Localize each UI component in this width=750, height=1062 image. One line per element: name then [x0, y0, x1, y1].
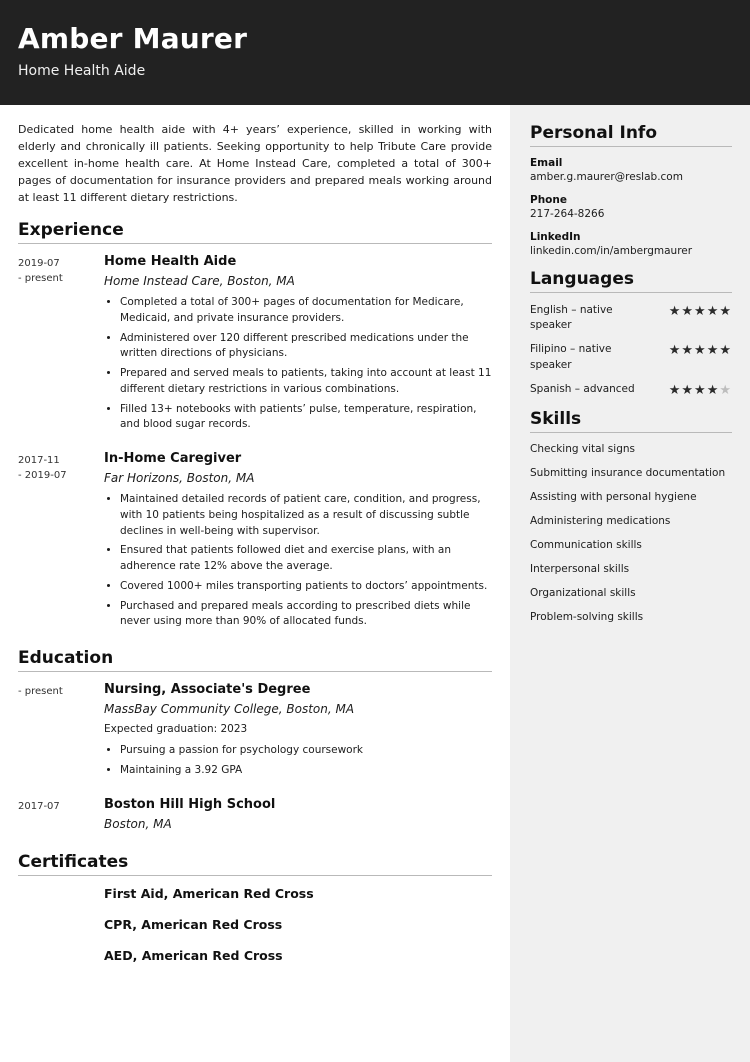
education-section	[18, 648, 492, 838]
personal-info-section	[530, 123, 732, 257]
entry-dates	[18, 451, 104, 634]
language-rating-stars	[669, 382, 732, 397]
education-section-title: Education	[18, 648, 114, 669]
education-entry	[18, 682, 492, 783]
sidebar-column	[510, 105, 750, 1062]
resume-header	[0, 0, 750, 105]
certificate-name: First Aid, American Red Cross	[104, 885, 314, 901]
language-row	[530, 342, 732, 372]
skill-item: Submitting insurance documentation	[530, 467, 726, 480]
language-name: English – native speaker	[530, 304, 613, 332]
languages-section	[530, 269, 732, 397]
entry-date-to: - present	[18, 686, 63, 698]
star-icon: ★	[668, 343, 682, 359]
bullet-item: • Covered 1000+ miles transporting patients to doctors’ appointments.	[120, 579, 492, 595]
experience-list	[18, 254, 492, 634]
section-divider	[18, 671, 492, 672]
contact-value[interactable]: amber.g.maurer@reslab.com	[530, 171, 683, 183]
language-name: Spanish – advanced	[530, 382, 635, 395]
certificate-spacer	[18, 917, 104, 932]
languages-list	[530, 303, 732, 397]
bullet-item: • Completed a total of 300+ pages of documentation for Medicare, Medicaid, and private insurance providers.	[120, 295, 492, 327]
entry-date-to: - 2019-07	[18, 470, 67, 482]
entry-dates	[18, 254, 104, 437]
entry-body	[104, 451, 492, 634]
bullet-item: • Administered over 120 different prescribed medications under the written directions of physicians.	[120, 331, 492, 363]
star-icon: ★	[706, 304, 720, 319]
experience-entry	[18, 254, 492, 437]
contact-value[interactable]: 217-264-8266	[530, 208, 605, 220]
experience-role: In-Home Caregiver	[104, 451, 242, 467]
certificate-name: AED, American Red Cross	[104, 947, 283, 963]
skill-item: Interpersonal skills	[530, 563, 630, 576]
entry-dates	[18, 797, 104, 838]
experience-bullet-list	[104, 492, 492, 630]
entry-date-from: 2017-07	[18, 800, 60, 812]
skill-item: Administering medications	[530, 515, 671, 528]
contact-block	[530, 231, 732, 257]
star-icon: ★	[694, 304, 707, 319]
experience-role: Home Health Aide	[104, 254, 237, 270]
entry-date-to: - present	[18, 273, 63, 285]
star-icon: ★	[706, 343, 720, 359]
language-rating-stars	[669, 303, 732, 318]
candidate-name: Amber Maurer	[18, 22, 248, 55]
skill-item: Problem-solving skills	[530, 611, 644, 624]
contact-label: Email	[530, 157, 563, 169]
bullet-item: • Prepared and served meals to patients, taking into account at least 11 different dietary restrictions in various combinations.	[120, 366, 492, 398]
section-divider	[18, 875, 492, 876]
education-bullet-list	[104, 743, 492, 779]
certificate-name: CPR, American Red Cross	[104, 916, 283, 932]
entry-date-from: 2017-11	[18, 455, 60, 467]
education-role: Nursing, Associate's Degree	[104, 682, 311, 698]
skills-section	[530, 409, 732, 623]
star-icon: ★	[694, 382, 707, 398]
star-icon: ★	[668, 382, 682, 398]
section-divider	[530, 146, 732, 147]
education-list	[18, 682, 492, 838]
star-icon: ★	[681, 343, 695, 359]
experience-section-title: Experience	[18, 220, 124, 241]
certificate-row	[18, 886, 492, 901]
bullet-item: • Ensured that patients followed diet and exercise plans, with an adherence rate 12% above the average.	[120, 543, 492, 575]
education-organization: Boston, MA	[104, 816, 172, 831]
contact-label: Phone	[530, 194, 567, 206]
skill-item: Communication skills	[530, 539, 642, 552]
star-icon: ★	[706, 382, 720, 398]
entry-body	[104, 254, 492, 437]
certificate-spacer	[18, 886, 104, 901]
section-divider	[530, 432, 732, 433]
language-name: Filipino – native speaker	[530, 343, 612, 371]
resume-body	[0, 105, 750, 1062]
star-icon: ★	[681, 382, 695, 398]
star-icon: ★	[681, 304, 695, 319]
main-column	[0, 105, 510, 1062]
entry-body	[104, 797, 492, 838]
bullet-item: • Maintained detailed records of patient care, condition, and progress, with 10 patients being hospitalized as a result of discussing subtle declines in well-being with supervisor.	[120, 492, 492, 539]
skills-title: Skills	[530, 409, 582, 430]
professional-summary: Dedicated home health aide with 4+ years’ experience, skilled in working with elderly and chronically ill patients. Seeking opportunity to help Tribute Care provide excellent in-home health care. At Home Instead Care, completed a total of 300+ pages of documentation for insurance providers and prepared meals working around at least 11 different dietary restrictions.	[18, 123, 492, 205]
candidate-job-title: Home Health Aide	[18, 63, 146, 79]
star-icon: ★	[719, 343, 732, 359]
contact-label: LinkedIn	[530, 231, 581, 243]
personal-info-title: Personal Info	[530, 123, 657, 143]
skill-item: Checking vital signs	[530, 443, 635, 456]
education-organization: MassBay Community College, Boston, MA	[104, 702, 355, 717]
bullet-item: • Filled 13+ notebooks with patients’ pulse, temperature, respiration, and blood sugar records.	[120, 402, 492, 434]
contact-block	[530, 157, 732, 183]
contact-value[interactable]: linkedin.com/in/ambergmaurer	[530, 245, 693, 257]
entry-dates	[18, 682, 104, 783]
bullet-item: • Purchased and prepared meals according to prescribed diets while never using more than 90% of allocated funds.	[120, 599, 492, 631]
certificates-section-title: Certificates	[18, 851, 129, 872]
section-divider	[18, 243, 492, 244]
experience-organization: Far Horizons, Boston, MA	[104, 471, 255, 486]
experience-section	[18, 220, 492, 634]
skills-list	[530, 443, 732, 623]
certificate-row	[18, 917, 492, 932]
certificate-row	[18, 948, 492, 963]
language-rating-stars	[669, 342, 732, 357]
bullet-item: • Pursuing a passion for psychology coursework	[120, 743, 492, 759]
certificates-list	[18, 886, 492, 963]
experience-organization: Home Instead Care, Boston, MA	[104, 274, 295, 289]
certificate-spacer	[18, 948, 104, 963]
section-divider	[530, 292, 732, 293]
entry-body	[104, 682, 492, 783]
skill-item: Organizational skills	[530, 587, 636, 600]
education-role: Boston Hill High School	[104, 796, 276, 812]
star-icon: ★	[668, 304, 682, 319]
certificates-section	[18, 852, 492, 963]
contact-block	[530, 194, 732, 220]
skill-item: Assisting with personal hygiene	[530, 491, 697, 504]
entry-date-from: 2019-07	[18, 258, 60, 270]
experience-bullet-list	[104, 295, 492, 433]
bullet-item: • Maintaining a 3.92 GPA	[120, 763, 492, 779]
experience-entry	[18, 451, 492, 634]
star-icon: ★	[719, 382, 732, 398]
education-note: Expected graduation: 2023	[104, 723, 248, 736]
language-row	[530, 303, 732, 333]
language-row	[530, 382, 732, 397]
education-entry	[18, 797, 492, 838]
languages-title: Languages	[530, 269, 634, 289]
star-icon: ★	[719, 304, 732, 319]
contact-list	[530, 157, 732, 257]
star-icon: ★	[694, 343, 707, 359]
